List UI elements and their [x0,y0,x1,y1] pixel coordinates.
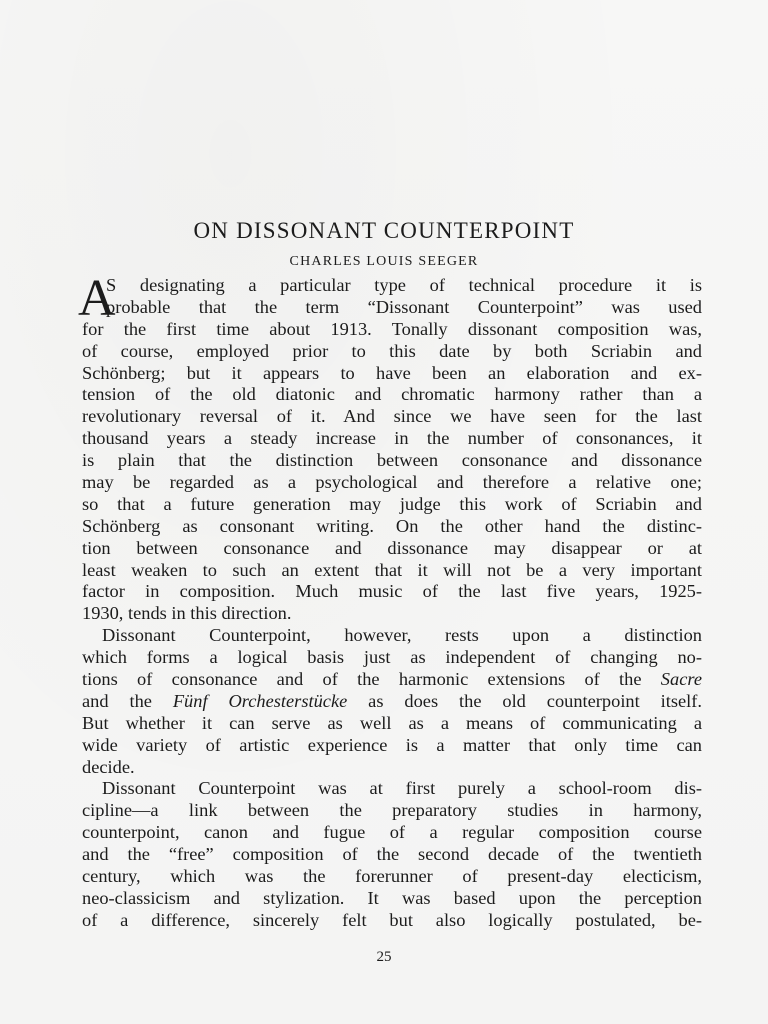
text-line: revolutionary reversal of it. And since we have seen for the last [82,406,702,427]
text-line [82,691,702,713]
text-line: of course, employed prior to this date by both Scriabin and [82,340,702,361]
text-line: of a difference, sincerely felt but also logically postulated, be- [82,909,702,930]
text-line: counterpoint, canon and fugue of a regular composition course [82,822,702,843]
text-line: Dissonant Counterpoint, however, rests upon a distinction [102,625,702,646]
text-line: probable that the term “Dissonant Counterpoint” was used [106,296,702,317]
text-line: Schönberg as consonant writing. On the other hand the distinc- [82,515,702,536]
article-body [78,270,702,932]
text-line: is plain that the distinction between consonance and dissonance [82,450,702,471]
text-line [82,669,702,691]
text-line: century, which was the forerunner of present-day electicism, [82,866,702,887]
text-segment: as does the old counterpoint itself. [347,690,702,711]
text-line: 1930, tends in this direction. [82,603,292,624]
text-line: thousand years a steady increase in the number of consonances, it [82,428,702,449]
article-author: CHARLES LOUIS SEEGER [289,254,479,269]
drop-cap: A [78,270,116,327]
text-line: least weaken to such an extent that it will not be a very important [82,559,702,580]
italic-title-sacre: Sacre [660,669,702,690]
italic-title-funf-orchesterstucke: Fünf Orchesterstücke [172,690,348,711]
text-line: S designating a particular type of technical procedure it is [106,275,702,295]
text-line: cipline—a link between the preparatory studies in harmony, [82,800,702,821]
text-line: for the first time about 1913. Tonally dissonant composition was, [82,318,702,339]
text-line: But whether it can serve as well as a means of communicating a [82,712,702,733]
article-title: ON DISSONANT COUNTERPOINT [193,218,575,243]
text-line: and the “free” composition of the second decade of the twentieth [82,844,702,865]
text-line: tension of the old diatonic and chromatic harmony rather than a [82,384,702,405]
text-line: wide variety of artistic experience is a matter that only time can [82,734,702,755]
text-line: may be regarded as a psychological and therefore a relative one; [82,472,702,493]
text-line: neo-classicism and stylization. It was based upon the perception [82,887,702,908]
text-line: decide. [82,756,135,777]
text-line: which forms a logical basis just as independent of changing no- [82,647,702,668]
text-line: so that a future generation may judge this work of Scriabin and [82,493,702,514]
text-line: Dissonant Counterpoint was at first purely a school-room dis- [102,778,702,799]
text-line: tion between consonance and dissonance may disappear or at [82,537,702,558]
text-segment: and the [82,690,173,711]
text-segment: tions of consonance and of the harmonic extensions of the [82,669,661,690]
text-line: Schönberg; but it appears to have been an elaboration and ex- [82,362,702,383]
page-number: 25 [376,949,392,965]
text-line: factor in composition. Much music of the last five years, 1925- [82,581,702,602]
